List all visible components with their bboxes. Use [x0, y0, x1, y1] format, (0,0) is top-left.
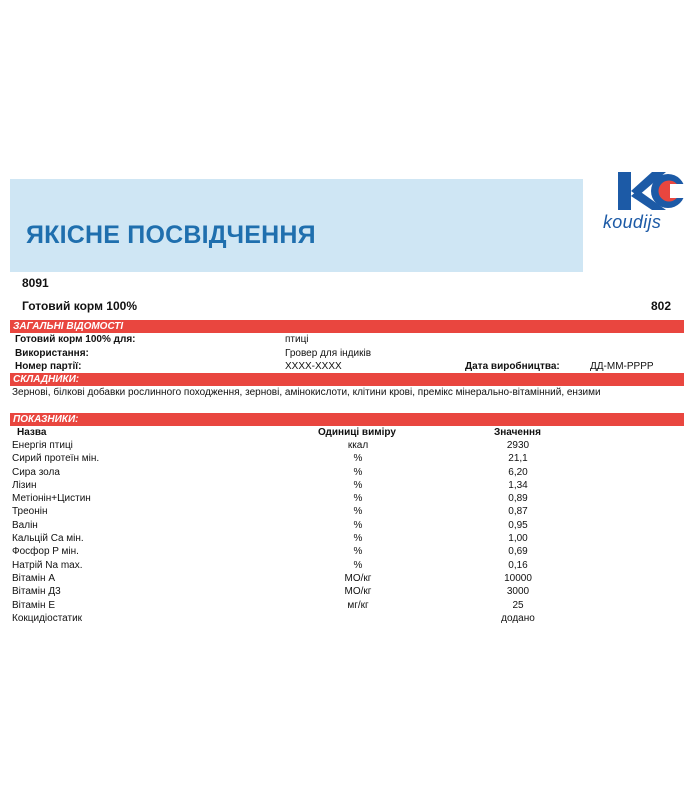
- table-row: [0, 505, 700, 518]
- row-unit: %: [353, 519, 363, 531]
- table-row: [0, 572, 700, 585]
- row-unit: %: [353, 506, 363, 518]
- for-label: Готовий корм 100% для:: [15, 334, 136, 345]
- ingredients-text: Зернові, білкові добавки рослинного походження, зернові, амінокислоти, клітини крові, премікс мінерально-вітамінний, ензими: [12, 387, 601, 398]
- logo-wordmark: koudijs: [603, 212, 662, 232]
- row-value: 0,95: [508, 519, 528, 531]
- row-name: Натрій Na max.: [12, 559, 83, 571]
- general-section-label: ЗАГАЛЬНІ ВІДОМОСТІ: [13, 321, 124, 332]
- row-value: 0,89: [508, 493, 528, 505]
- table-row: [0, 545, 700, 558]
- table-row: [0, 439, 700, 452]
- row-name: Вітамін E: [12, 599, 55, 611]
- row-name: Сира зола: [12, 466, 60, 478]
- row-name: Лізин: [12, 479, 37, 491]
- row-name: Вітамін A: [12, 572, 55, 584]
- for-value: птиці: [285, 334, 309, 345]
- table-row: [0, 559, 700, 572]
- batch-label: Номер партії:: [15, 361, 82, 372]
- table-row: [0, 532, 700, 545]
- row-value: додано: [501, 612, 535, 624]
- ingredients-section-label: СКЛАДНИКИ:: [13, 374, 80, 385]
- table-row: [0, 492, 700, 505]
- col-header-value: Значення: [494, 427, 541, 438]
- date-value: ДД-ММ-РРРР: [590, 361, 654, 372]
- row-name: Фосфор P мін.: [12, 546, 79, 558]
- row-unit: мг/кг: [347, 599, 369, 611]
- row-value: 6,20: [508, 466, 528, 478]
- product-name: Готовий корм 100%: [22, 299, 138, 313]
- row-value: 3000: [506, 586, 530, 598]
- product-code: 8091: [22, 276, 49, 290]
- usage-label: Використання:: [15, 348, 89, 359]
- general-section-bar: [10, 320, 684, 333]
- row-unit: ккал: [347, 440, 369, 451]
- row-value: 1,34: [508, 479, 528, 491]
- row-value: 21,1: [508, 453, 528, 465]
- row-unit: %: [353, 546, 363, 558]
- row-value: 0,16: [508, 559, 528, 571]
- row-value: 2930: [506, 440, 530, 451]
- date-label: Дата виробництва:: [465, 361, 560, 372]
- table-row: [0, 599, 700, 612]
- indicators-section-label: ПОКАЗНИКИ:: [13, 414, 79, 425]
- row-name: Сирий протеїн мін.: [12, 453, 100, 465]
- row-unit: МО/кг: [344, 586, 372, 598]
- table-row: [0, 479, 700, 492]
- row-value: 1,00: [508, 533, 528, 545]
- row-name: Метіонін+Цистин: [12, 493, 91, 505]
- row-name: Вітамін Д3: [12, 586, 61, 598]
- row-value: 10000: [504, 572, 532, 584]
- page-title: ЯКІСНЕ ПОСВІДЧЕННЯ: [26, 221, 316, 249]
- row-unit: %: [353, 466, 363, 478]
- row-name: Валін: [12, 519, 38, 531]
- row-unit: МО/кг: [344, 572, 372, 584]
- row-name: Кальцій Ca мін.: [12, 533, 84, 545]
- ingredients-section-bar: [10, 373, 684, 386]
- indicators-table: [0, 439, 700, 625]
- row-value: 0,87: [508, 506, 528, 518]
- table-row: [0, 519, 700, 532]
- table-row: [0, 466, 700, 479]
- row-unit: %: [353, 493, 363, 505]
- table-row: [0, 612, 700, 625]
- row-unit: %: [353, 479, 363, 491]
- col-header-name: Назва: [17, 427, 47, 438]
- row-name: Енергія птиці: [12, 440, 73, 451]
- indicators-section-bar: [10, 413, 684, 426]
- table-row: [0, 452, 700, 465]
- batch-value: XXXX-XXXX: [285, 361, 342, 372]
- row-unit: %: [353, 559, 363, 571]
- usage-value: Гровер для індиків: [285, 348, 372, 359]
- row-unit: %: [353, 533, 363, 545]
- row-value: 25: [512, 599, 524, 611]
- col-header-unit: Одиниці виміру: [318, 427, 396, 438]
- product-number: 802: [651, 299, 672, 313]
- row-value: 0,69: [508, 546, 528, 558]
- row-name: Треонін: [12, 506, 48, 518]
- row-name: Кокцидіостатик: [12, 612, 83, 624]
- row-unit: %: [353, 453, 363, 465]
- table-row: [0, 585, 700, 598]
